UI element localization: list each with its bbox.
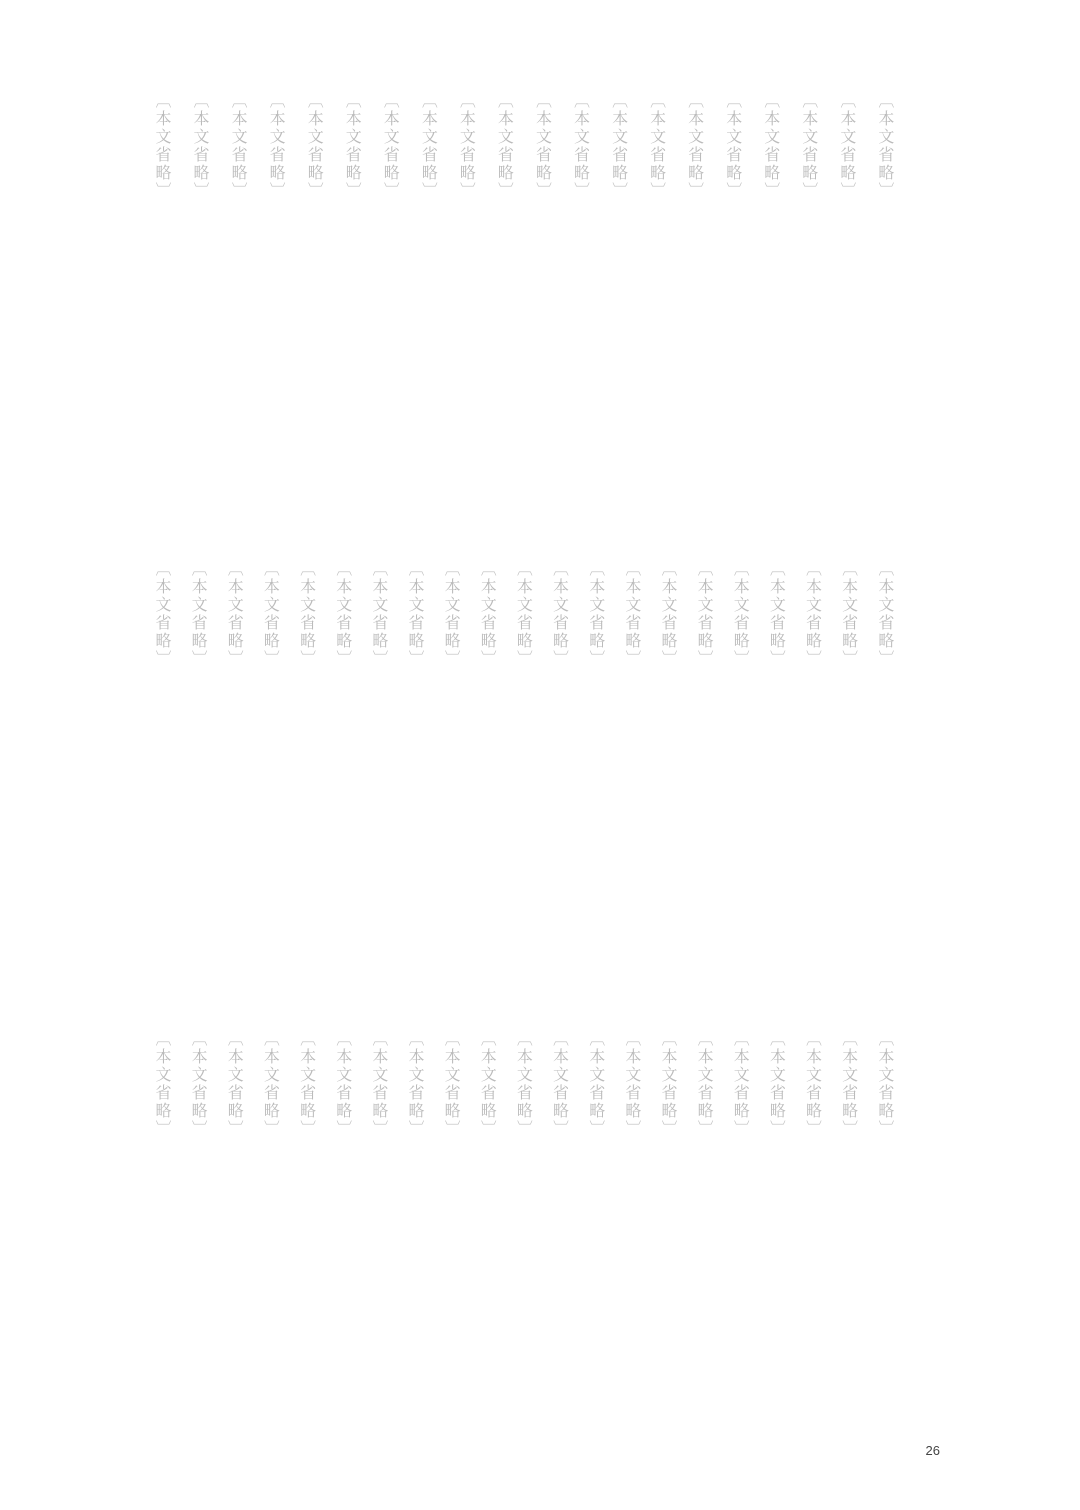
text-column: 〔本文省略〕 bbox=[533, 92, 553, 200]
text-tier-bottom bbox=[150, 1030, 895, 1415]
text-column: 〔本文省略〕 bbox=[622, 1030, 642, 1138]
text-column: 〔本文省略〕 bbox=[550, 560, 570, 668]
text-column: 〔本文省略〕 bbox=[305, 92, 325, 200]
text-column: 〔本文省略〕 bbox=[297, 1030, 317, 1138]
text-column: 〔本文省略〕 bbox=[369, 560, 389, 668]
text-tier-middle bbox=[150, 560, 895, 990]
text-column: 〔本文省略〕 bbox=[267, 92, 287, 200]
text-column: 〔本文省略〕 bbox=[229, 92, 249, 200]
text-column: 〔本文省略〕 bbox=[297, 560, 317, 668]
text-column: 〔本文省略〕 bbox=[839, 560, 859, 668]
text-column: 〔本文省略〕 bbox=[419, 92, 439, 200]
text-column: 〔本文省略〕 bbox=[799, 92, 819, 200]
text-column: 〔本文省略〕 bbox=[875, 1030, 895, 1138]
text-column: 〔本文省略〕 bbox=[189, 1030, 209, 1138]
text-column: 〔本文省略〕 bbox=[191, 92, 211, 200]
text-column: 〔本文省略〕 bbox=[153, 560, 172, 668]
text-column: 〔本文省略〕 bbox=[442, 560, 462, 668]
text-column: 〔本文省略〕 bbox=[803, 560, 823, 668]
text-column: 〔本文省略〕 bbox=[609, 92, 629, 200]
text-column: 〔本文省略〕 bbox=[442, 1030, 462, 1138]
text-column: 〔本文省略〕 bbox=[875, 92, 895, 200]
page-number: 26 bbox=[925, 1443, 940, 1458]
text-column: 〔本文省略〕 bbox=[495, 92, 515, 200]
text-column: 〔本文省略〕 bbox=[225, 1030, 245, 1138]
text-column: 〔本文省略〕 bbox=[225, 560, 245, 668]
text-column: 〔本文省略〕 bbox=[622, 560, 642, 668]
text-column: 〔本文省略〕 bbox=[478, 560, 498, 668]
text-column: 〔本文省略〕 bbox=[369, 1030, 389, 1138]
text-column: 〔本文省略〕 bbox=[658, 1030, 678, 1138]
text-column: 〔本文省略〕 bbox=[153, 92, 172, 200]
text-column: 〔本文省略〕 bbox=[381, 92, 401, 200]
text-column: 〔本文省略〕 bbox=[839, 1030, 859, 1138]
text-column: 〔本文省略〕 bbox=[343, 92, 363, 200]
text-column: 〔本文省略〕 bbox=[514, 560, 534, 668]
text-column: 〔本文省略〕 bbox=[261, 560, 281, 668]
text-column: 〔本文省略〕 bbox=[767, 560, 787, 668]
text-column: 〔本文省略〕 bbox=[695, 1030, 715, 1138]
text-column: 〔本文省略〕 bbox=[767, 1030, 787, 1138]
text-column: 〔本文省略〕 bbox=[405, 1030, 425, 1138]
text-column: 〔本文省略〕 bbox=[761, 92, 781, 200]
text-column: 〔本文省略〕 bbox=[550, 1030, 570, 1138]
text-column: 〔本文省略〕 bbox=[261, 1030, 281, 1138]
text-column: 〔本文省略〕 bbox=[333, 1030, 353, 1138]
text-column: 〔本文省略〕 bbox=[478, 1030, 498, 1138]
text-column: 〔本文省略〕 bbox=[875, 560, 895, 668]
text-column: 〔本文省略〕 bbox=[586, 1030, 606, 1138]
text-tier-top bbox=[150, 92, 895, 532]
text-column: 〔本文省略〕 bbox=[647, 92, 667, 200]
text-column: 〔本文省略〕 bbox=[731, 560, 751, 668]
text-column: 〔本文省略〕 bbox=[695, 560, 715, 668]
text-column: 〔本文省略〕 bbox=[731, 1030, 751, 1138]
text-column: 〔本文省略〕 bbox=[586, 560, 606, 668]
text-column: 〔本文省略〕 bbox=[837, 92, 857, 200]
text-column: 〔本文省略〕 bbox=[571, 92, 591, 200]
text-column: 〔本文省略〕 bbox=[333, 560, 353, 668]
text-column: 〔本文省略〕 bbox=[514, 1030, 534, 1138]
text-column: 〔本文省略〕 bbox=[803, 1030, 823, 1138]
text-column: 〔本文省略〕 bbox=[723, 92, 743, 200]
text-column: 〔本文省略〕 bbox=[685, 92, 705, 200]
text-column: 〔本文省略〕 bbox=[405, 560, 425, 668]
text-column: 〔本文省略〕 bbox=[658, 560, 678, 668]
text-column: 〔本文省略〕 bbox=[153, 1030, 172, 1138]
text-column: 〔本文省略〕 bbox=[457, 92, 477, 200]
text-column: 〔本文省略〕 bbox=[189, 560, 209, 668]
